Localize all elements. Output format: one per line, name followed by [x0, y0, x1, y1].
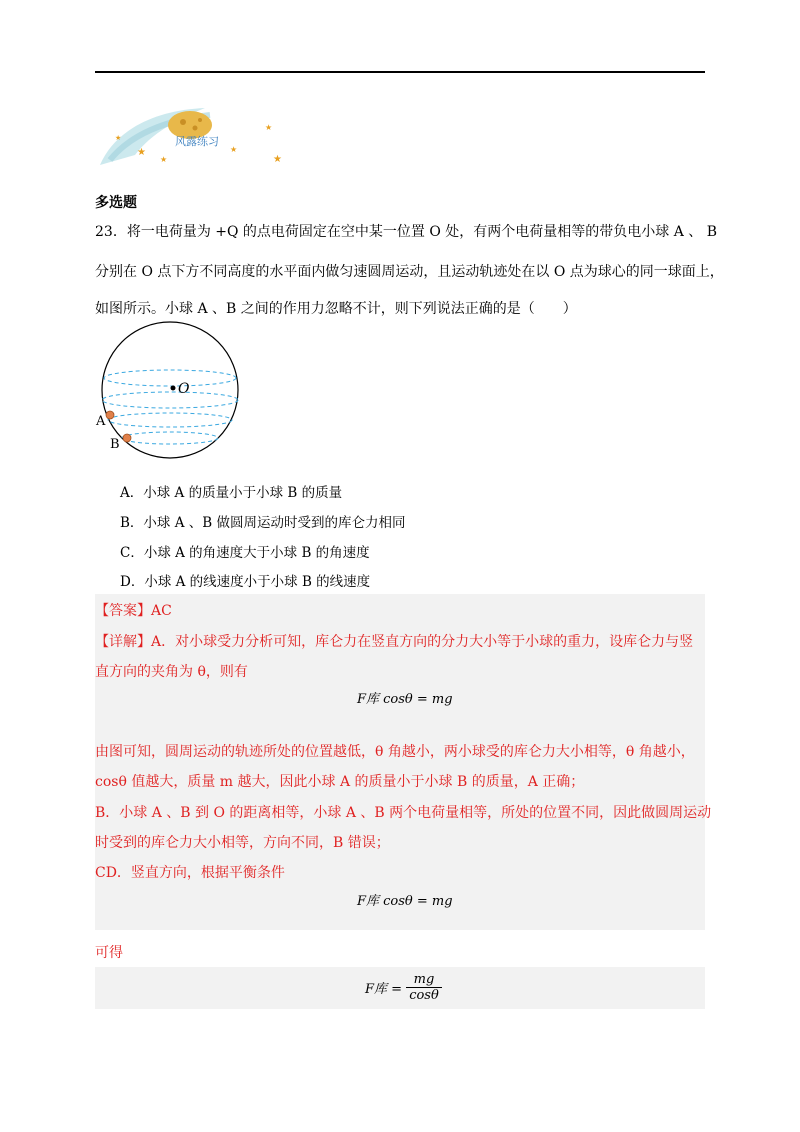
formula-3-numerator: mg — [406, 972, 442, 988]
svg-text:★: ★ — [160, 155, 168, 164]
detail-line-5: B．小球 A 、B 到 O 的距离相等，小球 A 、B 两个电荷量相等，所处的位置不同，因此做圆周运动 — [95, 805, 712, 821]
label-b: B — [110, 437, 120, 452]
question-line-3: 如图所示。小球 A 、B 之间的作用力忽略不计，则下列说法正确的是（ ） — [95, 301, 577, 317]
svg-text:★: ★ — [273, 154, 282, 165]
formula-2: F库 cosθ = mg — [357, 894, 453, 909]
option-b: B．小球 A 、B 做圆周运动时受到的库仑力相同 — [120, 515, 406, 531]
sphere-figure — [95, 320, 255, 460]
svg-text:★: ★ — [265, 123, 273, 132]
formula-3-fraction — [406, 972, 442, 1003]
detail-line-2: 直方向的夹角为 θ，则有 — [95, 664, 248, 680]
svg-text:风露练习: 风露练习 — [175, 135, 219, 148]
section-title: 多选题 — [95, 195, 137, 211]
option-a: A．小球 A 的质量小于小球 B 的质量 — [120, 485, 343, 501]
svg-text:★: ★ — [137, 147, 146, 158]
detail-line-1: 【详解】A．对小球受力分析可知，库仑力在竖直方向的分力大小等于小球的重力，设库仑力与竖 — [95, 634, 694, 650]
formula-3-denominator: cosθ — [409, 988, 439, 1003]
header-rule — [95, 71, 705, 73]
detail-line-6: 时受到的库仑力大小相等，方向不同，B 错误； — [95, 835, 390, 851]
formula-1: F库 cosθ = mg — [357, 692, 453, 707]
option-d: D．小球 A 的线速度小于小球 B 的线速度 — [120, 574, 371, 590]
detail-line-7: CD．竖直方向，根据平衡条件 — [95, 865, 285, 881]
question-line-2: 分别在 O 点下方不同高度的水平面内做匀速圆周运动，且运动轨迹处在以 O 点为球心的同一球面上， — [95, 264, 724, 280]
formula-3 — [365, 972, 442, 1003]
question-line-1: 23．将一电荷量为 +Q 的点电荷固定在空中某一位置 O 处，有两个电荷量相等的带负电小球 A 、 B — [95, 224, 718, 240]
svg-text:★: ★ — [115, 134, 122, 142]
answer-label: 【答案】AC — [95, 603, 172, 619]
center-label: O — [178, 381, 190, 397]
detail-line-3: 由图可知，圆周运动的轨迹所处的位置越低，θ 角越小，两小球受的库仑力大小相等，θ 角越小， — [95, 744, 695, 760]
detail-line-8: 可得 — [95, 945, 123, 961]
formula-3-lhs: F库 = — [365, 982, 403, 997]
detail-line-4: cosθ 值越大，质量 m 越大，因此小球 A 的质量小于小球 B 的质量，A 正确； — [95, 774, 585, 790]
option-c: C．小球 A 的角速度大于小球 B 的角速度 — [120, 545, 370, 561]
decorative-logo — [95, 100, 285, 170]
label-a: A — [96, 414, 106, 429]
svg-text:★: ★ — [230, 145, 238, 154]
